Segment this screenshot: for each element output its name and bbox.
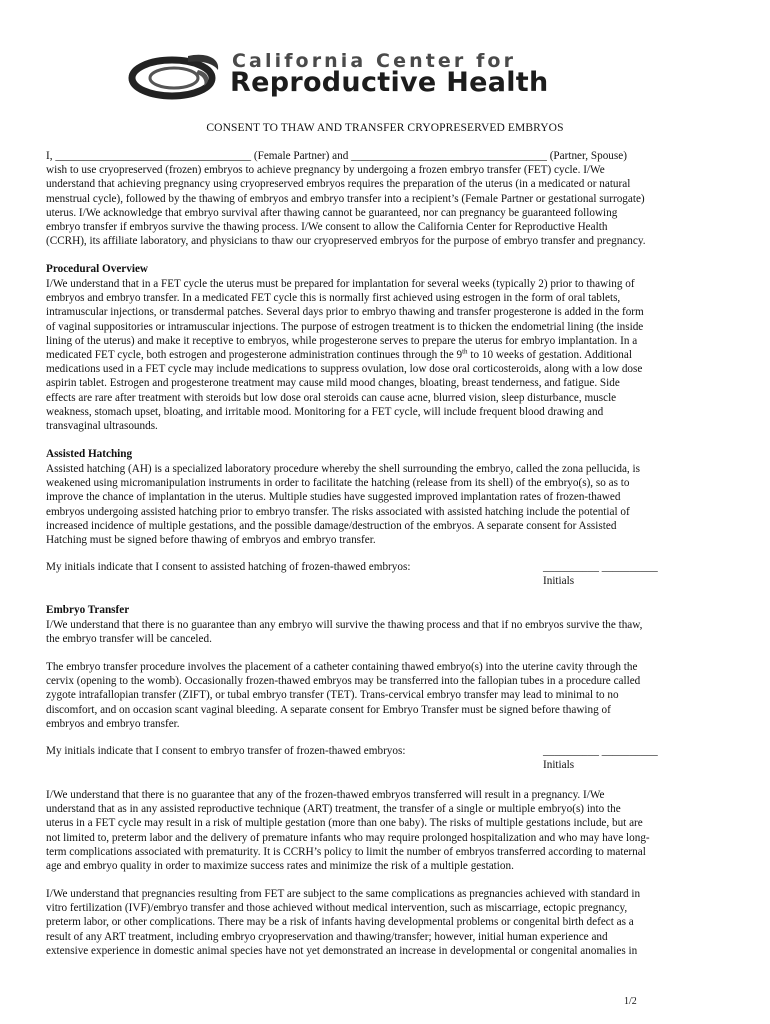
transfer-line: term complications associated with prematurity. It is CCRH’s policy to limit the number of embryos transferred according to maternal: [46, 845, 646, 858]
hatching-line: improve the chance of implantation in the uterus. Multiple studies have suggested improved implantation rates of frozen-thawed: [46, 491, 621, 504]
hatching-initials-statement: My initials indicate that I consent to assisted hatching of frozen-thawed embryos:: [46, 561, 411, 573]
transfer-initials-row: [46, 745, 736, 771]
transfer-line: I/We understand that there is no guarantee than any embryo will survive the thawing process and that if no embryos survive the thaw,: [46, 619, 643, 631]
embryo-transfer-paragraph-3: [46, 788, 726, 873]
intro-paragraph: [46, 149, 726, 248]
embryo-transfer-heading: Embryo Transfer: [46, 604, 130, 616]
transfer-initials-field[interactable]: __________ __________: [543, 745, 658, 757]
transfer-line: discomfort, and on occasion scant vaginal bleeding. A separate consent for Embryo Transfer must be signed before thawing of: [46, 703, 611, 716]
document-title: CONSENT TO THAW AND TRANSFER CRYOPRESERVED EMBRYOS: [206, 122, 564, 134]
transfer-line: vitro fertilization (IVF)/embryo transfer and those achieved without medical intervention, such as miscarriage, ectopic pregnancy,: [46, 902, 628, 915]
assisted-hatching-paragraph: [46, 462, 726, 547]
procedural-line: transvaginal ultrasounds.: [46, 420, 158, 433]
transfer-line: result of any ART treatment, including embryo cryopreservation and thawing/transfer; however, initial human experience and: [46, 930, 608, 943]
procedural-line: of vaginal suppositories or intramuscular injections. The purpose of estrogen treatment is to thicken the endometrial lining (the inside: [46, 320, 644, 333]
transfer-line: zygote intrafallopian transfer (ZIFT), or tubal embryo transfer (TET). Trans-cervical embryo transfer may lead to minimal to no: [46, 689, 619, 702]
transfer-line: extensive experience in domestic animal species have not yet demonstrated an increase in developmental or congenital anomalies in: [46, 944, 638, 957]
procedural-line-part: to 10 weeks of gestation. Additional: [467, 349, 632, 362]
logo-text-main: Reproductive Health: [230, 67, 549, 98]
hatching-line: weakened using micromanipulation instruments in order to facilitate the hatching (release from its shell) of the embryo(s), so as to: [46, 477, 630, 490]
transfer-line: age and embryo quality in order to maximize success rates and minimize the risk of a multiple gestation.: [46, 860, 514, 873]
assisted-hatching-heading: Assisted Hatching: [46, 448, 133, 460]
procedural-overview-heading: Procedural Overview: [46, 263, 149, 275]
procedural-line: medications used in a FET cycle may include medications to suppress ovulation, low dose oral corticosteroids, along with a low dose: [46, 363, 643, 376]
hatching-initials-row: [46, 561, 736, 587]
hatching-line: Hatching must be signed before thawing of embryos and embryo transfer.: [46, 534, 376, 547]
procedural-line: [46, 348, 726, 362]
procedural-line: I/We understand that in a FET cycle the uterus must be prepared for implantation for several weeks (typically 2) prior to thawing of: [46, 278, 635, 290]
procedural-line: aspirin tablet. Estrogen and progesterone treatment may cause mild mood changes, bloating, breast tenderness, and fatigue. Side: [46, 377, 620, 390]
hatching-line: increased incidence of multiple gestations, and the possible damage/destruction of the embryos. A separate consent for Assisted: [46, 519, 617, 532]
embryo-transfer-paragraph-4: [46, 887, 726, 958]
hatching-initials-field[interactable]: __________ __________: [543, 561, 658, 573]
hatching-line: Assisted hatching (AH) is a specialized laboratory procedure whereby the shell surrounding the embryo, called the zona pellucida, is: [46, 463, 640, 475]
transfer-line: embryos and embryo transfer.: [46, 717, 180, 730]
intro-line: wish to use cryopreserved (frozen) embryos to achieve pregnancy by undergoing a frozen embryo transfer (FET) cycle. I/We: [46, 164, 605, 177]
transfer-line: I/We understand that there is no guarantee that any of the frozen-thawed embryos transferred will result in a pregnancy. I/We: [46, 789, 605, 801]
intro-line: (CCRH), its affiliate laboratory, and physicians to thaw our cryopreserved embryos for the purpose of embryo transfer and pregnancy.: [46, 235, 646, 248]
transfer-line: cervix (opening to the womb). Occasionally frozen-thawed embryos may be transferred into the fallopian tubes in a procedure called: [46, 675, 641, 688]
transfer-line: The embryo transfer procedure involves the placement of a catheter containing thawed embryo(s) into the uterine cavity through the: [46, 661, 638, 673]
embryo-transfer-paragraph-2: [46, 660, 726, 731]
procedural-overview-paragraph: [46, 277, 726, 433]
embryo-transfer-paragraph-1: [46, 618, 726, 646]
intro-line: I, ___________________________________ (Female Partner) and ___________________________________ (Partner, Spouse): [46, 150, 627, 162]
procedural-line: effects are rare after treatment with steroids but low dose oral steroids can cause acne, blurred vision, sleep disturbance, muscle: [46, 391, 617, 404]
intro-line: menstrual cycle), followed by the thawing of embryos and embryo transfer into a recipient’s (Female Partner or gestational surrogate): [46, 192, 645, 205]
transfer-line: I/We understand that pregnancies resulting from FET are subject to the same complications as pregnancies achieved with standard in: [46, 888, 641, 900]
intro-line: understand that achieving pregnancy using cryopreserved embryos requires the preparation of the uterus (in a medicated or natural: [46, 178, 631, 191]
transfer-line: the embryo transfer will be canceled.: [46, 633, 212, 646]
hatching-initials-label: Initials: [543, 575, 575, 587]
transfer-line: preterm labor, or other complications. There may be a risk of infants having developmental problems or congenital birth defect as a: [46, 916, 634, 929]
procedural-line: embryos and embryo transfer. In a medicated FET cycle this is normally first achieved using estrogen in the form of oral tablets,: [46, 292, 621, 305]
superscript-th: th: [462, 347, 468, 356]
transfer-line: not limited to, preterm labor and the delivery of premature infants who may require prolonged hospitalization and who may have long-: [46, 831, 650, 844]
transfer-line: uterus in a FET cycle may result in a risk of multiple gestation (more than one baby). The risks of multiple gestations include, but are: [46, 817, 643, 830]
procedural-line: weakness, stomach upset, bloating, and irritable mood. Monitoring for a FET cycle, will include frequent blood drawing and: [46, 405, 604, 418]
ccrh-logo: [128, 50, 648, 102]
swirl-logo-icon: [128, 50, 232, 102]
procedural-line: intramuscular injections, or transdermal patches. Several days prior to embryo thawing and transfer progesterone is added in the form: [46, 306, 644, 319]
hatching-line: embryos undergoing assisted hatching prior to embryo transfer. The risks associated with assisted hatching include the potential of: [46, 505, 630, 518]
procedural-line-part: medicated FET cycle, both estrogen and progesterone administration continues through the 9: [46, 349, 463, 362]
procedural-line: lining of the uterus) and make it receptive to embryos, while progesterone serves to prepare the uterus for embryo implantation. In a: [46, 334, 638, 347]
transfer-initials-label: Initials: [543, 759, 575, 771]
transfer-line: understand that as in any assisted reproductive technique (ART) treatment, the transfer of a single or multiple embryo(s) into the: [46, 803, 621, 816]
page-number: 1/2: [624, 996, 637, 1007]
intro-line: uterus. I/We acknowledge that embryo survival after thawing cannot be guaranteed, nor can pregnancy be guaranteed following: [46, 206, 618, 219]
transfer-initials-statement: My initials indicate that I consent to embryo transfer of frozen-thawed embryos:: [46, 745, 406, 757]
intro-line: embryo transfer if embryos survive the thawing process. I/We consent to allow the California Center for Reproductive Health: [46, 221, 608, 234]
logo-text-top: California Center for: [232, 50, 517, 72]
